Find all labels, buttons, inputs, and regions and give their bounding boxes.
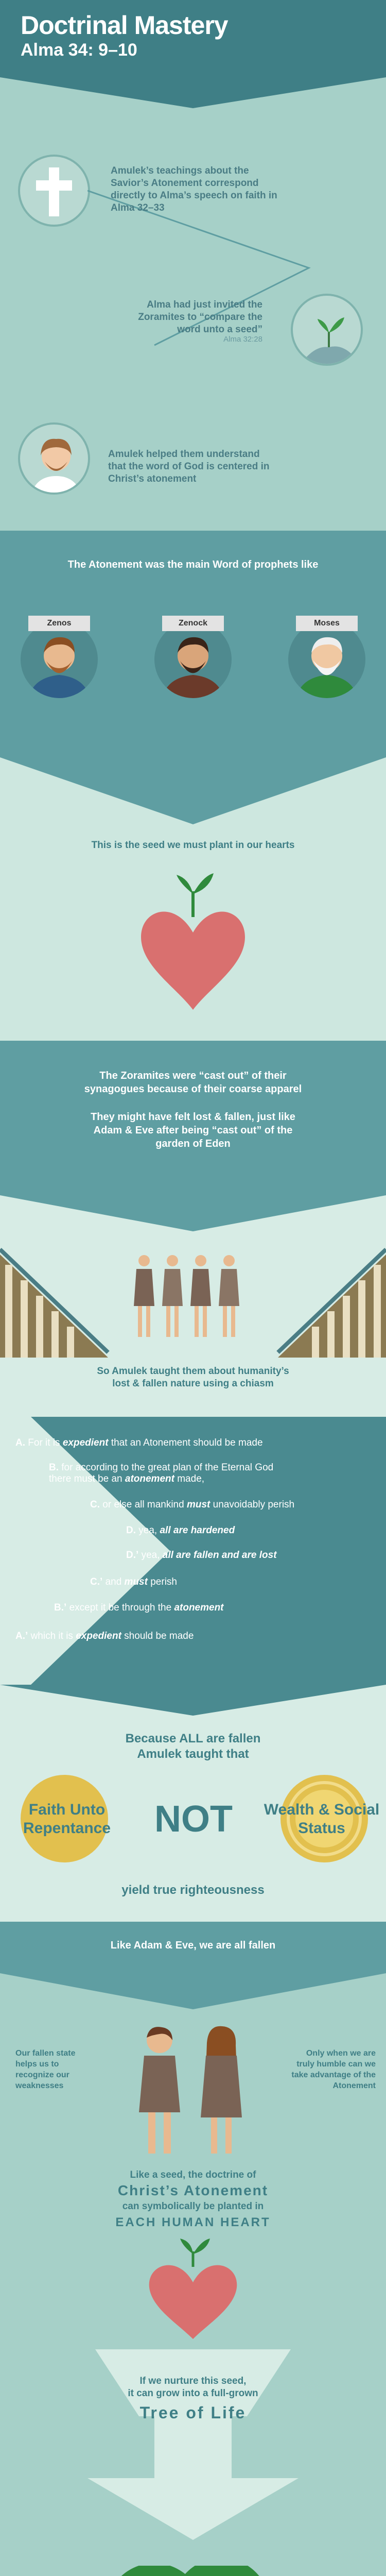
- chiasm-c-prime: C.’ and must perish: [90, 1577, 177, 1587]
- alma-text-1: Amulek’s teachings about the Savior’s Atonement correspond directly to Alma’s speech on faith in Alma 32–33: [111, 165, 277, 213]
- people-group: [134, 1255, 239, 1337]
- wealth-label: Wealth & Social Status: [264, 1801, 380, 1837]
- alma-text-2: Alma had just invited the Zoramites to “compare the word unto a seed”: [138, 299, 262, 335]
- chiasm-d-prime: D.’ yea, all are fallen and are lost: [126, 1550, 277, 1561]
- chiasm-b: B. for according to the great plan of the Eternal God there must be an atonement made,: [49, 1462, 274, 1484]
- alma-ref: Alma 32:28: [223, 335, 262, 344]
- prophet-label-zenos: Zenos: [28, 616, 90, 631]
- faith-section: [0, 1685, 386, 1922]
- seed-line-1: Like a seed, the doctrine of: [130, 2170, 256, 2180]
- page-title: Doctrinal Mastery: [21, 11, 228, 40]
- chiasm-a-prime: A.’ which it is expedient should be made: [15, 1631, 194, 1641]
- zenos-portrait: [21, 621, 98, 698]
- chiasm-b-prime: B.’ except it be through the atonement: [54, 1602, 224, 1613]
- stairs-illustration: [0, 1244, 386, 1363]
- moses-portrait: [288, 621, 365, 698]
- tree-of-life-heart: [21, 2566, 365, 2576]
- nurture-line-1: If we nurture this seed,: [139, 2376, 247, 2386]
- chiasm-section: [0, 1417, 386, 1685]
- not-label: NOT: [154, 1799, 233, 1840]
- faith-heading: Because ALL are fallen Amulek taught that: [125, 1732, 261, 1761]
- seed-icon: [291, 294, 363, 366]
- faith-label: Faith Unto Repentance: [23, 1801, 111, 1837]
- nurture-line-3: Tree of Life: [139, 2403, 247, 2422]
- seed-heart-icon: [131, 866, 255, 1015]
- fallen-right-text: Only when we are truly humble can we take advantage of the Atonement: [291, 2049, 376, 2090]
- seed-line-2: Christ’s Atonement: [117, 2182, 269, 2198]
- prophet-label-moses: Moses: [296, 616, 358, 631]
- seed-heart-section: [0, 757, 386, 1041]
- tree-section: [0, 1922, 386, 2576]
- fallen-heading: Like Adam & Eve, we are all fallen: [110, 1940, 276, 1951]
- prophets-heading: The Atonement was the main Word of prophets like: [67, 559, 319, 570]
- adam-eve-illustration: [129, 2025, 257, 2159]
- seed-line-4: EACH HUMAN HEART: [115, 2215, 271, 2229]
- faith-footer: yield true righteousness: [121, 1883, 265, 1897]
- seed-line-3: can symbolically be planted in: [122, 2201, 264, 2212]
- prophet-label-zenock: Zenock: [162, 616, 224, 631]
- nurture-line-2: it can grow into a full-grown: [128, 2388, 258, 2399]
- header: [0, 0, 386, 77]
- chiasm-d: D. yea, all are hardened: [126, 1525, 235, 1536]
- stairs-section: [0, 1195, 386, 1417]
- chiasm-intro: So Amulek taught them about humanity’s lost & fallen nature using a chiasm: [97, 1366, 289, 1389]
- fallen-left-text: Our fallen state helps us to recognize our weaknesses: [15, 2049, 76, 2090]
- page-subtitle: Alma 34: 9–10: [21, 40, 137, 60]
- zoramites-section: [0, 1041, 386, 1195]
- chiasm-a: A. For it is expedient that an Atonement should be made: [15, 1437, 263, 1448]
- chiasm-c: C. or else all mankind must unavoidably perish: [90, 1499, 295, 1510]
- zoramites-text-1: The Zoramites were “cast out” of their synagogues because of their coarse apparel: [84, 1070, 302, 1095]
- alma-section: [0, 77, 386, 531]
- prophets-section: [0, 531, 386, 757]
- zenock-portrait: [154, 621, 232, 698]
- zoramites-text-2: They might have felt lost & fallen, just like Adam & Eve after being “cast out” of the garden of Eden: [91, 1111, 295, 1149]
- amulek-portrait: [18, 422, 90, 495]
- seed-heading: This is the seed we must plant in our hearts: [91, 840, 295, 851]
- cross-icon: [18, 155, 90, 227]
- alma-text-3: Amulek helped them understand that the word of God is centered in Christ’s atonement: [108, 449, 270, 484]
